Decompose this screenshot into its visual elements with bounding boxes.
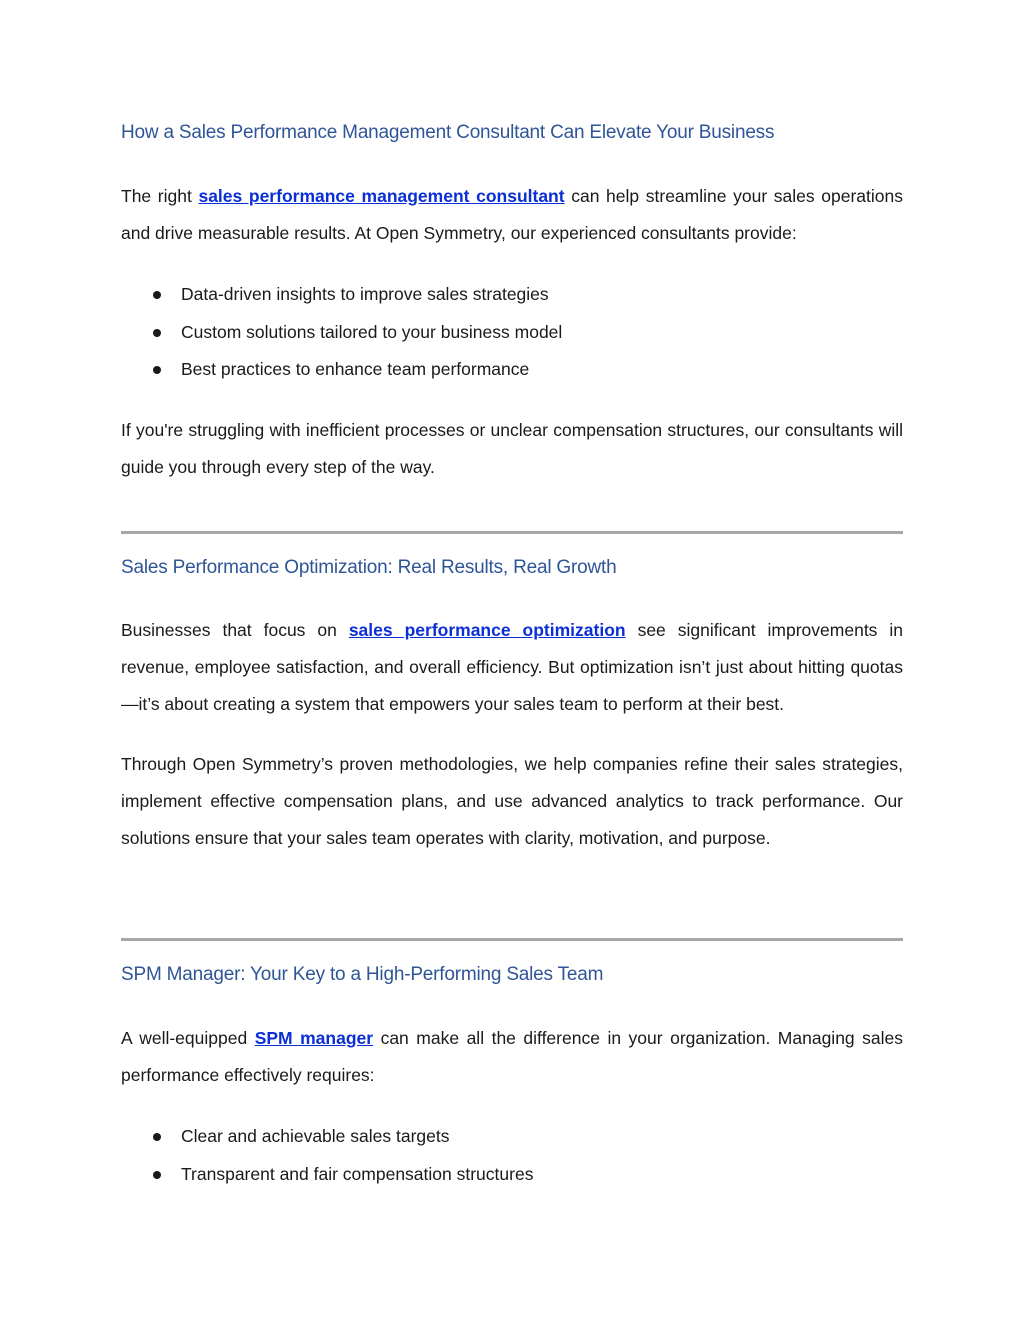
list-item xyxy=(121,351,562,389)
bullet-icon xyxy=(153,291,161,299)
list-item xyxy=(121,1156,533,1194)
section-divider xyxy=(121,938,903,941)
list-item-text: Custom solutions tailored to your business model xyxy=(181,321,563,342)
bullet-icon xyxy=(153,366,161,374)
spm-requirements-list xyxy=(121,1118,533,1193)
bullet-icon xyxy=(153,329,161,337)
consultant-benefits-list xyxy=(121,276,562,389)
paragraph-text: Businesses that focus on xyxy=(121,620,349,640)
list-item-text: Best practices to enhance team performance xyxy=(181,359,530,379)
consultant-closing-paragraph: If you're struggling with inefficient processes or unclear compensation structures, our consultants will guide you through every step of the way. xyxy=(121,420,903,477)
spm-manager-link[interactable]: SPM manager xyxy=(254,1028,374,1048)
list-item xyxy=(121,314,562,352)
optimization-intro-paragraph xyxy=(121,612,903,723)
list-item xyxy=(121,276,562,314)
paragraph-text: A well-equipped xyxy=(121,1028,255,1048)
section-heading-spm-manager: SPM Manager: Your Key to a High-Performing Sales Team xyxy=(121,964,604,985)
list-item-text: Clear and achievable sales targets xyxy=(181,1126,450,1146)
sales-performance-management-consultant-link[interactable]: sales performance management consultant xyxy=(198,186,565,206)
paragraph-text: can make all the difference in your organization. Managing sales performance effectively requires: xyxy=(121,1028,904,1085)
paragraph-text: can help streamline your sales operations and drive measurable results. At Open Symmetry, our experienced consultants provide: xyxy=(121,186,903,243)
bullet-icon xyxy=(153,1171,161,1179)
bullet-icon xyxy=(153,1133,161,1141)
optimization-methodology-paragraph: Through Open Symmetry’s proven methodologies, we help companies refine their sales strategies, implement effective compensation plans, and use advanced analytics to track performance. Our solutions ensure that your sales team operates with clarity, motivation, and purpose. xyxy=(121,754,903,848)
consultant-intro-paragraph xyxy=(121,178,903,252)
section-divider xyxy=(121,531,903,534)
list-item xyxy=(121,1118,533,1156)
sales-performance-optimization-link[interactable]: sales performance optimization xyxy=(348,620,626,640)
list-item-text: Data-driven insights to improve sales strategies xyxy=(181,284,549,304)
spm-manager-intro-paragraph xyxy=(121,1020,903,1094)
list-item-text: Transparent and fair compensation structures xyxy=(181,1163,534,1184)
section-heading-optimization: Sales Performance Optimization: Real Results, Real Growth xyxy=(121,557,617,578)
paragraph-text: see significant improvements in revenue, employee satisfaction, and overall efficiency. But optimization isn’t just about hitting quotas—it’s about creating a system that empowers your sales team to perform at their best. xyxy=(121,620,904,714)
paragraph-text: The right xyxy=(121,186,199,206)
section-heading-consultant: How a Sales Performance Management Consultant Can Elevate Your Business xyxy=(121,122,775,143)
